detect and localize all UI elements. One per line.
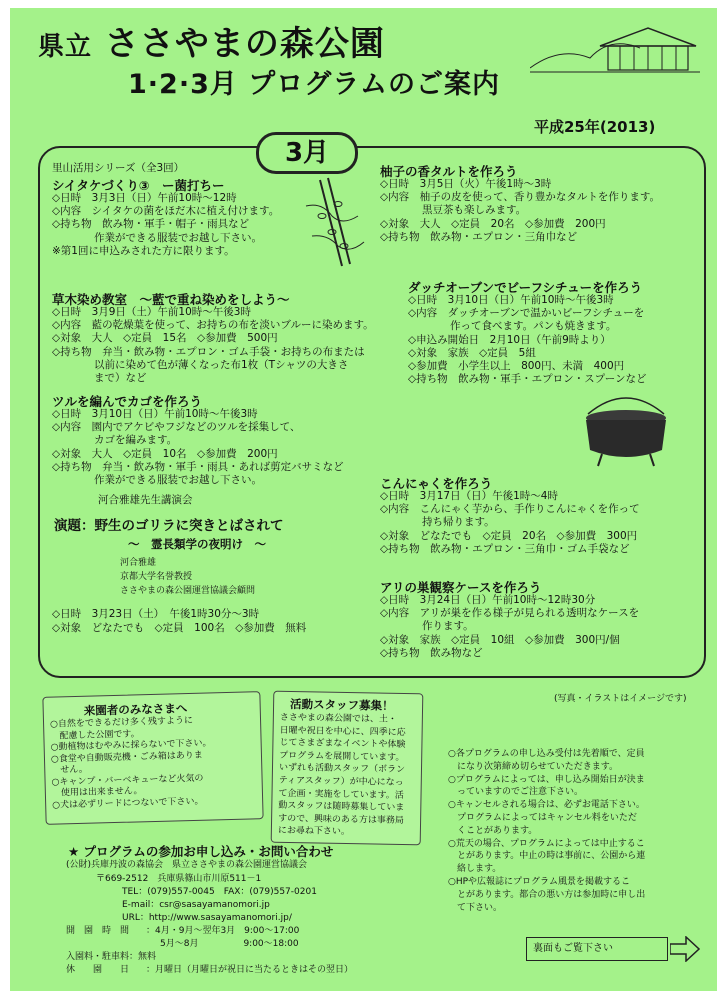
ari-title: アリの巣観察ケースを作ろう <box>380 580 542 595</box>
rule-line: ○犬は必ずリードにつないで下さい。 <box>52 796 204 811</box>
contact-heading: ★ プログラムの参加お申し込み・お問い合わせ <box>68 844 334 859</box>
detail-line: 以前に染めて色が薄くなった布1枚（Tシャツの大きさ <box>52 358 349 371</box>
rule-line: 配慮した公園です。 <box>50 728 140 742</box>
tsuru-title: ツルを編んでカゴを作ろう <box>52 394 203 409</box>
staff-text <box>278 712 406 840</box>
staff-line: にお尋ね下さい。 <box>277 826 350 838</box>
staff-line: て企画・実施をしています。活 <box>278 788 404 801</box>
hours-summer: 5月～8月 9:00～18:00 <box>160 939 299 949</box>
notice-line: プログラムによってはキャンセル料をいただ <box>448 812 637 823</box>
notice-line: 絡します。 <box>448 864 502 875</box>
notice-line: っていますのでご注意下さい。 <box>448 787 584 798</box>
detail-line: 作業ができる服装でお越し下さい。 <box>52 231 262 244</box>
page-subtitle: 1·2·3月 プログラムのご案内 <box>128 69 501 100</box>
visitors-notice-box <box>42 691 263 825</box>
detail-line: ◇持ち物 飲み物・エプロン・三角巾など <box>380 230 578 243</box>
speaker-role: ささやまの森公園運営協議会顧問 <box>120 586 256 596</box>
notice-line: ○各プログラムの申し込み受付は先着順で、定員 <box>448 749 645 759</box>
month-badge: 3月 <box>256 132 358 174</box>
page-title <box>38 16 385 65</box>
notice-line: ○HPや広報誌にプログラム風景を掲載するこ <box>448 876 630 887</box>
shiitake-title: シイタケづくり③ ー菌打ちー <box>52 178 225 193</box>
detail-line: ◇申込み開始日 2月10日（午前9時より） <box>408 333 611 346</box>
staff-line: プログラムを展開しています。 <box>279 750 405 763</box>
detail-line: ◇対象 家族 ◇定員 5組 <box>408 346 536 359</box>
rule-line: ○食堂や自動販売機・ごみ箱はありま <box>50 750 203 765</box>
detail-line: ◇日時 3月3日（日）午前10時～12時 <box>52 192 237 204</box>
visitors-rules <box>50 715 213 811</box>
detail-line: ◇日時 3月10日（日）午前10時～午後3時 <box>52 408 258 420</box>
detail-line: ◇日時 3月17日（日）午後1時～4時 <box>380 490 558 502</box>
detail-line: まで）など <box>52 372 147 385</box>
detail-line: ◇日時 3月10日（日）午前10時～午後3時 <box>408 294 614 306</box>
notice-line: になり次第締め切らせていただきます。 <box>448 761 619 772</box>
yuzu-details <box>380 178 660 244</box>
contact-tel: TEL：(079)557-0045 FAX：(079)557-0201 <box>122 887 317 897</box>
notice-line: て下さい。 <box>448 902 503 913</box>
program-notices <box>448 748 645 914</box>
notice-line: とがあります。都合の悪い方は参加時に申し出 <box>448 889 646 900</box>
detail-line: ◇内容 ダッチオーブンで温かいビーフシチューを <box>408 307 645 320</box>
ari-details <box>380 594 639 660</box>
tsuru-details <box>52 408 344 487</box>
contact-email[interactable]: E-mail：csr@sasayamanomori.jp <box>122 900 270 910</box>
yuzu-title: 柚子の香タルトを作ろう <box>380 164 518 179</box>
notice-line: くことがあります。 <box>448 825 538 836</box>
dutch-oven-illustration <box>578 390 674 468</box>
staff-line: すので、興味のある方は事務局 <box>278 813 405 826</box>
detail-line: ◇持ち物 弁当・飲み物・エプロン・ゴム手袋・お持ちの布または <box>52 345 365 358</box>
visitors-title: 来園者のみなさまへ <box>83 701 188 718</box>
closed-value: ：月曜日（月曜日が祝日に当たるときはその翌日） <box>146 965 354 975</box>
detail-line: ◇内容 こんにゃく芋から、手作りこんにゃくを作って <box>380 503 640 516</box>
detail-line: ◇持ち物 飲み物など <box>380 646 483 659</box>
detail-line: ◇対象 大人 ◇定員 10名 ◇参加費 200円 <box>52 447 278 460</box>
contact-url[interactable]: URL：http://www.sasayamanomori.jp/ <box>122 913 292 923</box>
rule-line: ○動植物はむやみに採らないで下さい。 <box>50 738 212 753</box>
staff-line: ささやまの森公園では、土・ <box>279 712 397 725</box>
staff-line: いずれも活動スタッフ（ボラン <box>278 763 406 776</box>
detail-line: ◇内容 柚子の皮を使って、香り豊かなタルトを作ります。 <box>380 191 661 204</box>
fee-info: 入園料・駐車料：無料 <box>66 952 157 962</box>
staff-title: 活動スタッフ募集！ <box>289 696 394 713</box>
detail-line: ◇日時 3月9日（土）午前10時～午後3時 <box>52 306 251 318</box>
detail-line: ◇持ち物 飲み物・軍手・エプロン・スプーンなど <box>408 373 647 386</box>
detail-line: ◇持ち物 弁当・飲み物・軍手・雨具・あれば剪定バサミなど <box>52 460 344 473</box>
contact-org: (公財)兵庫丹波の森協会 県立ささやまの森公園運営協議会 <box>66 860 308 870</box>
rule-line: 使用は出来ません。 <box>51 786 143 799</box>
konnyaku-details <box>380 490 640 556</box>
staff-line: 日曜や祝日を中心に、四季に応 <box>279 725 406 738</box>
detail-line: ◇持ち物 飲み物・軍手・帽子・雨具など <box>52 218 250 231</box>
notice-line: ○プログラムによっては、申し込み開始日が決ま <box>448 774 645 785</box>
image-note: (写真・イラストはイメージです) <box>554 694 687 704</box>
lecture-target: ◇対象 どなたでも ◇定員 100名 ◇参加費 無料 <box>52 622 307 634</box>
detail-line: ※第1回に申込みされた方に限ります。 <box>52 244 235 257</box>
detail-line: ◇対象 家族 ◇定員 10組 ◇参加費 300円/個 <box>380 633 620 646</box>
detail-line: ◇内容 アリが巣を作る様子が見られる透明なケースを <box>380 607 640 620</box>
detail-line: ◇対象 大人 ◇定員 20名 ◇参加費 200円 <box>380 217 606 230</box>
detail-line: ◇日時 3月5日（火）午後1時～3時 <box>380 178 552 190</box>
konnyaku-title: こんにゃくを作ろう <box>380 476 493 491</box>
kusaki-title: 草木染め教室 ～藍で重ね染めをしよう～ <box>52 292 290 307</box>
detail-line: 黒豆茶も楽しみます。 <box>380 204 527 217</box>
satoyama-series-label: 里山活用シリーズ（全3回） <box>52 162 185 174</box>
era-label: 平成25年(2013) <box>534 118 656 136</box>
back-page-note: 裏面もご覧下さい <box>526 937 668 961</box>
contact-address: 〒669-2512 兵庫県篠山市川原511－1 <box>96 874 262 884</box>
rule-line: ○自然をできるだけ多く残すように <box>49 715 194 730</box>
rule-line: せん。 <box>51 764 88 776</box>
shiitake-details <box>52 192 279 258</box>
detail-line: ◇持ち物 飲み物・エプロン・三角巾・ゴム手袋など <box>380 542 630 555</box>
detail-line: 作って食べます。パンも焼きます。 <box>408 320 617 333</box>
speaker-role: 京都大学名誉教授 <box>120 572 193 582</box>
lecture-host: 河合雅雄先生講演会 <box>98 494 193 506</box>
notice-line: とがあります。中止の時は事前に、公園から連 <box>448 851 646 862</box>
notice-line: ○キャンセルされる場合は、必ずお電話下さい。 <box>448 800 645 811</box>
detail-line: ◇内容 シイタケの菌をほだ木に植え付けます。 <box>52 205 280 218</box>
hours-label: 開 園 時 間 <box>66 926 130 936</box>
closed-label: 休 園 日 <box>66 965 130 975</box>
detail-line: ◇対象 大人 ◇定員 15名 ◇参加費 500円 <box>52 332 278 345</box>
lecture-date: ◇日時 3月23日（土） 午後1時30分～3時 <box>52 608 260 620</box>
dutch-oven-title: ダッチオーブンでビーフシチューを作ろう <box>408 280 643 295</box>
detail-line: 作ります。 <box>380 620 474 633</box>
detail-line: ◇内容 園内でアケビやフジなどのツルを採集して、 <box>52 421 301 434</box>
prefecture-label: 県立 <box>38 32 93 62</box>
staff-line: 動スタッフは随時募集していま <box>278 800 405 814</box>
arrow-right-icon <box>670 936 700 962</box>
lecture-title: 演題：野生のゴリラに突きとばされて <box>54 518 284 534</box>
detail-line: 作業ができる服装でお越し下さい。 <box>52 474 262 487</box>
hours-value: ：4月・9月～翌年3月 9:00～17:00 <box>146 926 300 936</box>
staff-line: ティアスタッフ）が中心になっ <box>278 775 404 788</box>
detail-line: ◇内容 藍の乾燥葉を使って、お持ちの布を淡いブルーに染めます。 <box>52 319 374 332</box>
staff-recruitment-box <box>271 691 424 846</box>
mushroom-log-illustration <box>302 176 372 268</box>
lecture-subtitle: ～ 霊長類学の夜明け ～ <box>128 537 266 551</box>
rule-line: ○キャンプ・バーベキューなど火気の <box>51 773 204 788</box>
speaker-name: 河合雅雄 <box>120 558 157 568</box>
detail-line: ◇日時 3月24日（日）午前10時～12時30分 <box>380 594 596 606</box>
detail-line: ◇参加費 小学生以上 800円、未満 400円 <box>408 360 625 373</box>
kusaki-details <box>52 306 374 385</box>
flyer-sheet <box>10 8 717 991</box>
staff-line: じてさまざまなイベントや体験 <box>279 738 406 751</box>
park-name: ささやまの森公園 <box>104 24 385 64</box>
park-building-illustration <box>530 18 700 78</box>
notice-line: ○荒天の場合、プログラムによっては中止するこ <box>448 838 645 849</box>
dutch-oven-details <box>408 294 647 386</box>
detail-line: 持ち帰ります。 <box>380 516 495 529</box>
detail-line: ◇対象 どなたでも ◇定員 20名 ◇参加費 300円 <box>380 529 638 542</box>
detail-line: カゴを編みます。 <box>52 434 178 447</box>
